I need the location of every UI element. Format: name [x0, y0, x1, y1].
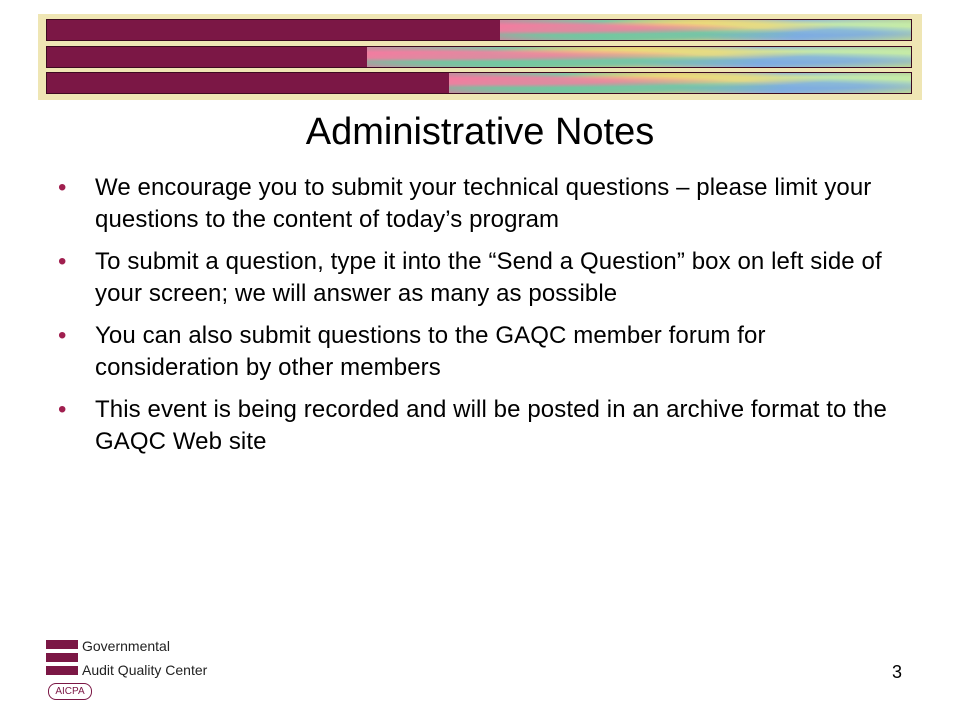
logo-stripe-icon	[46, 666, 78, 675]
bullet-icon: •	[58, 396, 67, 423]
bullet-item	[58, 172, 898, 236]
bullet-text: To submit a question, type it into the “Send a Question” box on left side of your screen; we will answer as many as possible	[95, 248, 882, 307]
bullet-text: We encourage you to submit your technical questions – please limit your questions to the content of today’s program	[95, 174, 872, 233]
aicpa-badge: AICPA	[48, 683, 92, 700]
page-number: 3	[892, 662, 903, 682]
bullet-item	[58, 320, 898, 384]
bullet-icon: •	[58, 248, 67, 275]
slide-title: Administrative Notes	[305, 111, 655, 153]
bullet-icon: •	[58, 174, 67, 201]
logo-line-2: Audit Quality Center	[82, 662, 208, 678]
bullet-icon: •	[58, 322, 67, 349]
gaqc-logo	[46, 638, 266, 702]
banner-stripe-3	[46, 72, 912, 94]
header-banner	[38, 14, 922, 100]
bullet-text: You can also submit questions to the GAQC member forum for consideration by other members	[95, 322, 766, 381]
logo-stripe-icon	[46, 653, 78, 662]
logo-line-1: Governmental	[82, 638, 170, 654]
logo-stripe-icon	[46, 640, 78, 649]
bullet-list	[58, 172, 898, 468]
bullet-text: This event is being recorded and will be posted in an archive format to the GAQC Web site	[95, 396, 887, 455]
banner-stripe-1	[46, 19, 912, 41]
bullet-item	[58, 394, 898, 458]
banner-stripe-2	[46, 46, 912, 68]
bullet-item	[58, 246, 898, 310]
